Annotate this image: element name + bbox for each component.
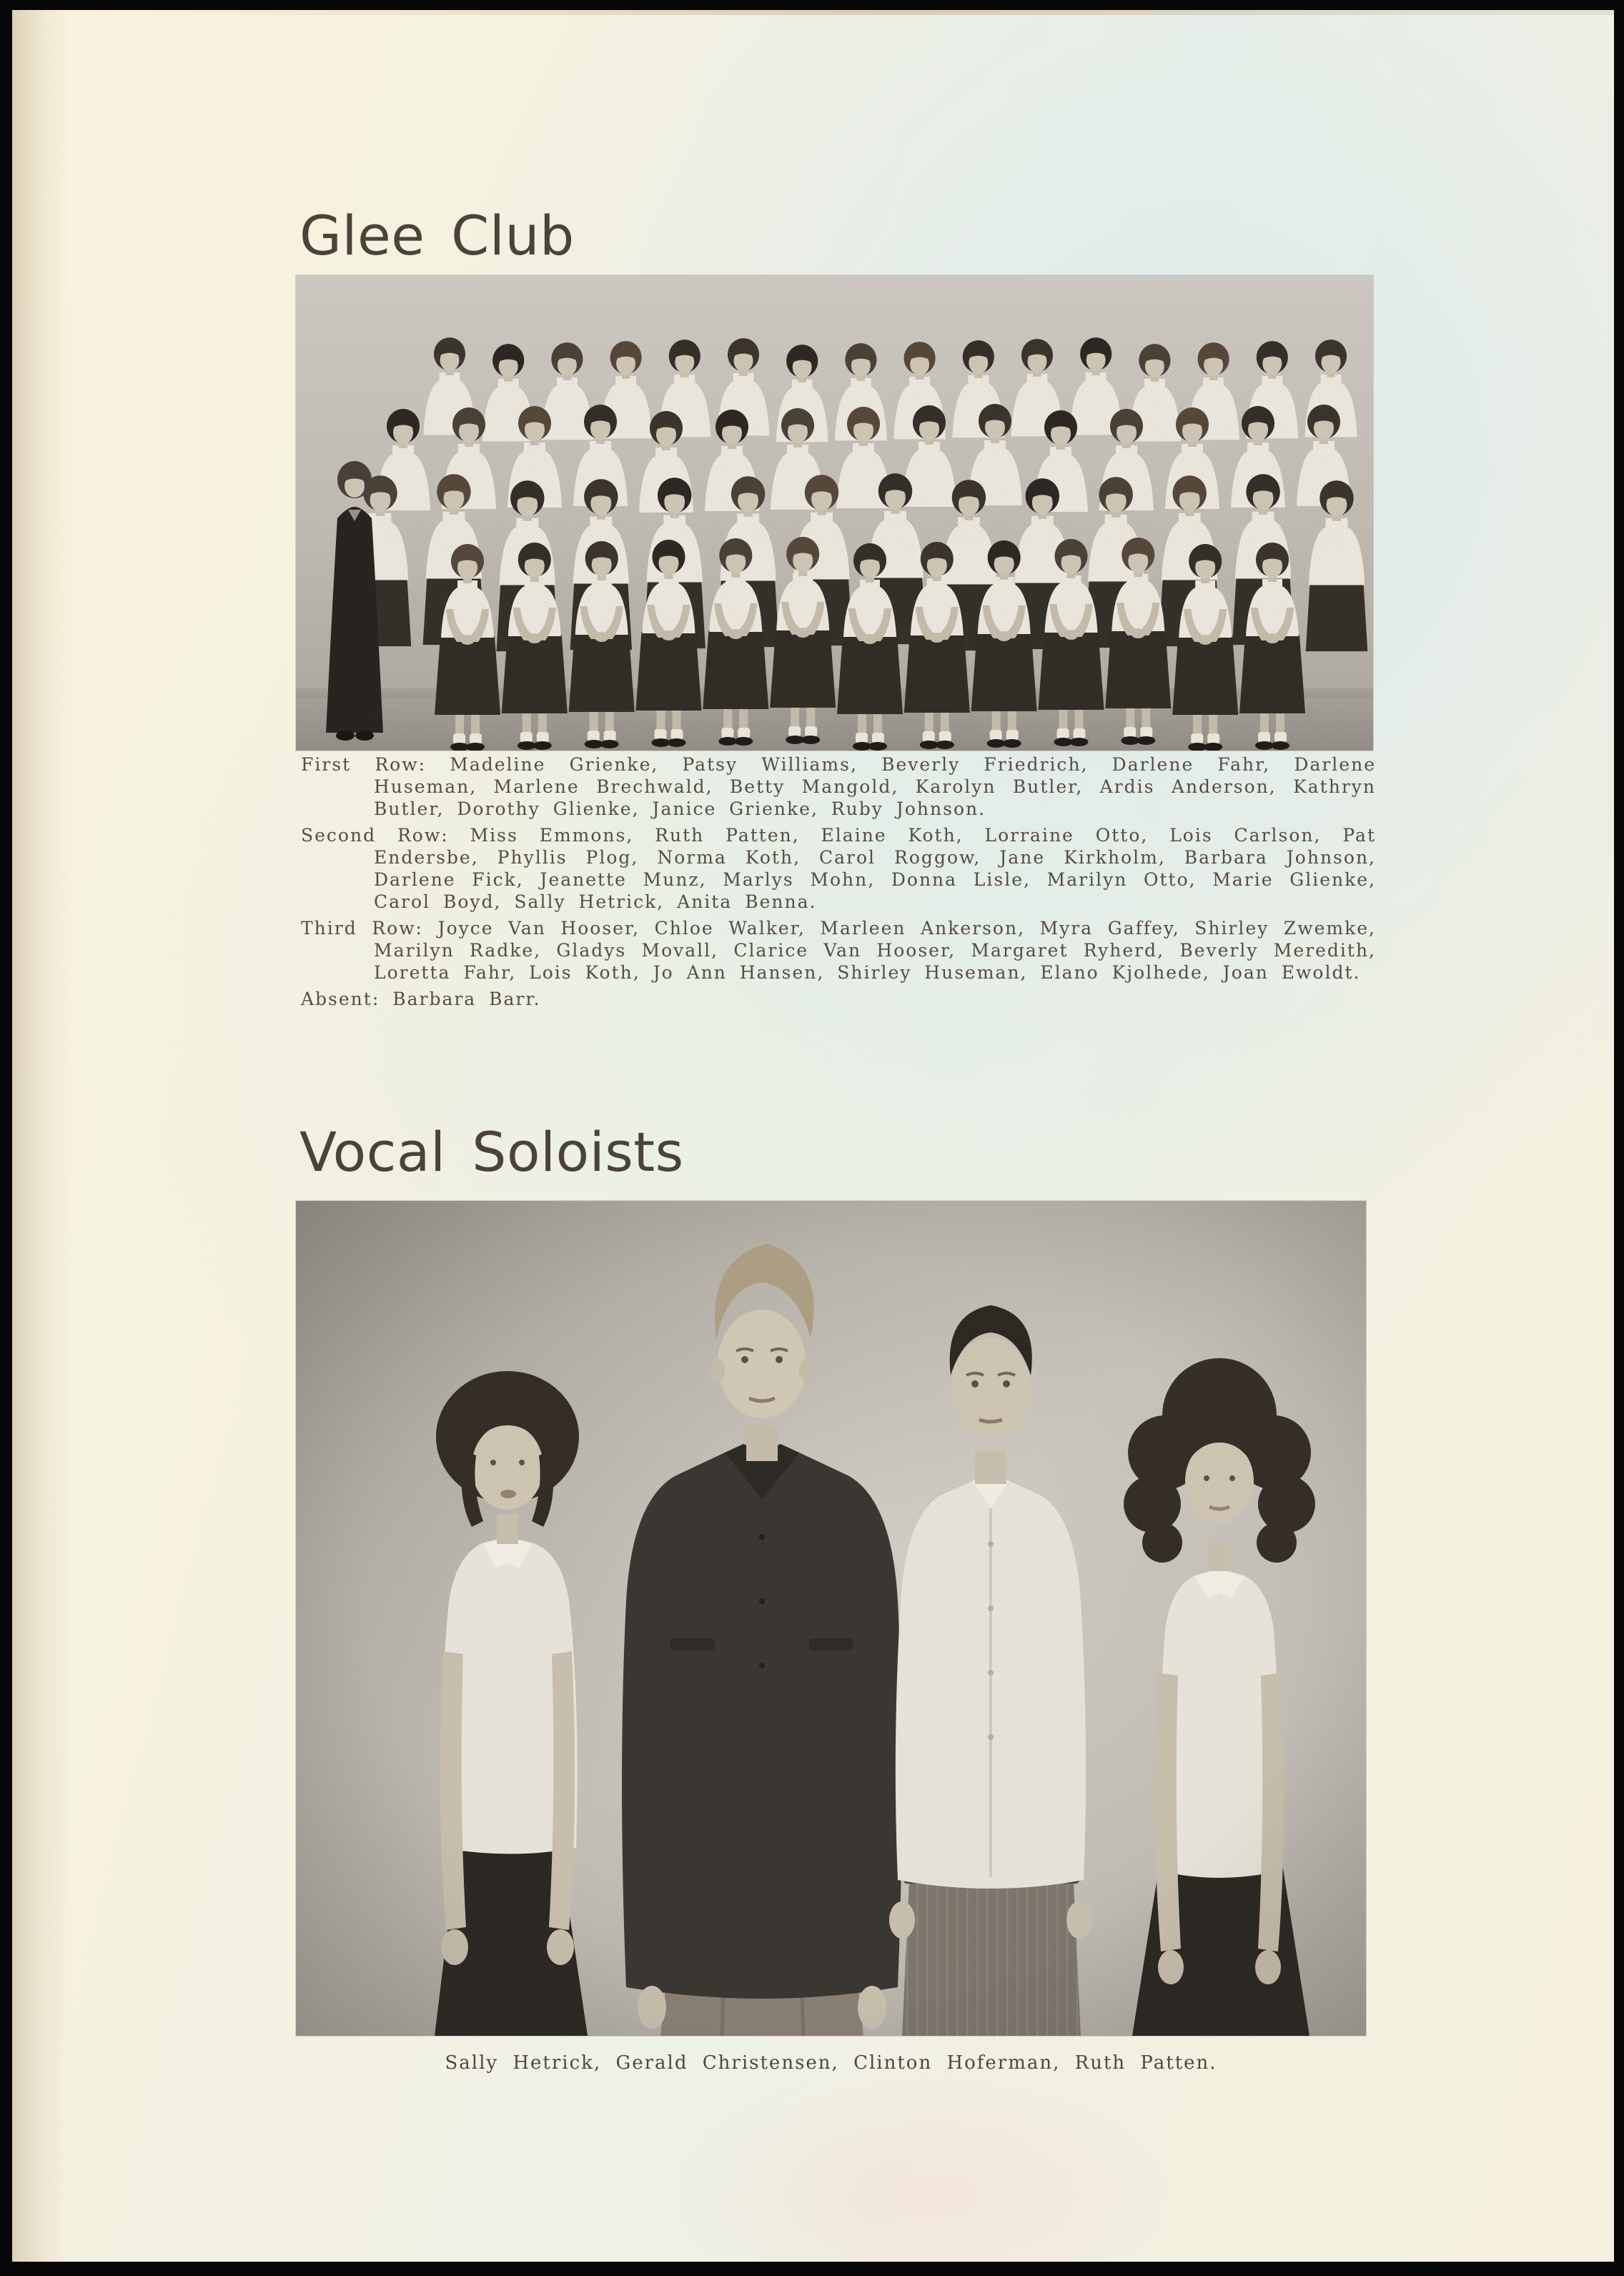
row-label: Absent:	[301, 989, 380, 1009]
row-label: First Row:	[301, 754, 427, 775]
row-names: Barbara Barr.	[392, 989, 541, 1009]
yearbook-page	[12, 10, 1614, 2262]
caption-third-row	[301, 917, 1376, 984]
glee-club-photo	[296, 275, 1373, 751]
glee-club-photo-art	[296, 275, 1373, 751]
halftone-overlay	[296, 1201, 1366, 2036]
caption-second-row	[301, 824, 1376, 913]
vocal-soloists-caption: Sally Hetrick, Gerald Christensen, Clinton Hoferman, Ruth Patten.	[445, 2052, 1217, 2074]
row-label: Second Row:	[301, 825, 449, 846]
glee-club-caption	[301, 753, 1376, 1014]
vocal-soloists-photo	[296, 1201, 1366, 2036]
row-names: Joyce Van Hooser, Chloe Walker, Marleen Ankerson, Myra Gaffey, Shirley Zwemke, Marilyn Radke, Gladys Movall, Clarice Van Hooser, Margaret Ryherd, Beverly Meredith, Loretta Fahr, Lois Koth, Jo Ann Hansen, Shirley Huseman, Elano Kjolhede, Joan Ewoldt.	[374, 918, 1376, 983]
halftone-overlay	[296, 275, 1373, 751]
glee-club-title: Glee Club	[299, 204, 575, 267]
row-names: Madeline Grienke, Patsy Williams, Beverly Friedrich, Darlene Fahr, Darlene Huseman, Marlene Brechwald, Betty Mangold, Karolyn Butler, Ardis Anderson, Kathryn Butler, Dorothy Glienke, Janice Grienke, Ruby Johnson.	[374, 754, 1376, 819]
vocal-soloists-photo-art	[296, 1201, 1366, 2036]
row-names: Miss Emmons, Ruth Patten, Elaine Koth, Lorraine Otto, Lois Carlson, Pat Endersbe, Phyllis Plog, Norma Koth, Carol Roggow, Jane Kirkholm, Barbara Johnson, Darlene Fick, Jeanette Munz, Marlys Mohn, Donna Lisle, Marilyn Otto, Marie Glienke, Carol Boyd, Sally Hetrick, Anita Benna.	[374, 825, 1376, 912]
row-label: Third Row:	[301, 918, 423, 939]
vocal-soloists-title: Vocal Soloists	[299, 1120, 684, 1184]
caption-first-row	[301, 753, 1376, 820]
caption-absent-row	[301, 988, 1376, 1010]
